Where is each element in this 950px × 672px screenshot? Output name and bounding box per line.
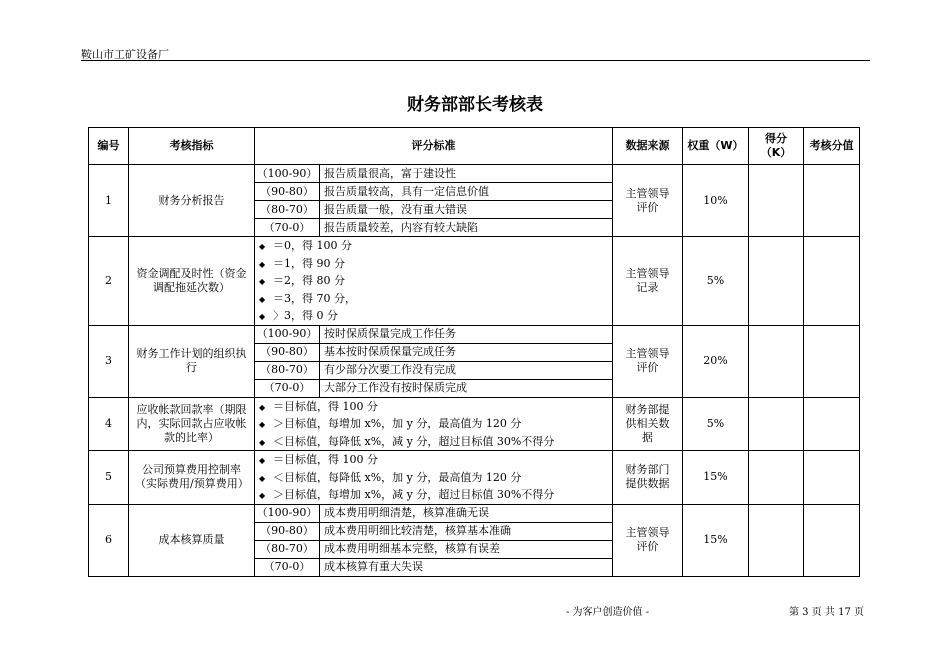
row-criteria [255, 165, 613, 237]
col-header-indicator: 考核指标 [129, 128, 255, 165]
criteria-grade: （100-90） [255, 326, 320, 344]
criteria-text: 报告质量一般，没有重大错误 [320, 201, 613, 219]
row-score [749, 397, 804, 451]
row-criteria [255, 504, 613, 576]
criteria-bullet: ＝目标值，得 100 分 [273, 453, 378, 466]
assessment-table [88, 127, 860, 577]
criteria-text: 成本费用明细基本完整，核算有误差 [320, 540, 613, 558]
table-row [89, 237, 860, 326]
row-score [749, 504, 804, 576]
row-number: 1 [89, 165, 129, 237]
row-weight: 15% [683, 504, 749, 576]
row-value [804, 325, 860, 397]
criteria-text: 报告质量很高，富于建设性 [320, 165, 613, 183]
row-weight: 5% [683, 237, 749, 326]
bullet-icon: ◆ [259, 473, 266, 483]
row-weight: 10% [683, 165, 749, 237]
criteria-bullet: ＝3，得 70 分， [273, 291, 356, 305]
criteria-bullet: ＝2，得 80 分 [273, 274, 345, 287]
table-header-row [89, 128, 860, 165]
row-criteria [255, 237, 613, 326]
bullet-icon: ◆ [259, 437, 266, 447]
col-header-value: 考核分值 [804, 128, 860, 165]
row-weight: 5% [683, 397, 749, 451]
row-indicator: 成本核算质量 [129, 504, 255, 576]
table-row [89, 397, 860, 451]
table-row [89, 165, 860, 237]
row-criteria [255, 325, 613, 397]
criteria-grade: （80-70） [255, 540, 320, 558]
col-header-criteria: 评分标准 [255, 128, 613, 165]
criteria-text: 成本费用明细比较清楚，核算基本准确 [320, 522, 613, 540]
criteria-text: 报告质量较差，内容有较大缺陷 [324, 220, 478, 234]
row-number: 2 [89, 237, 129, 326]
row-source: 财务部门提供数据 [613, 451, 683, 505]
bullet-icon: ◆ [259, 420, 266, 429]
criteria-text: 按时保质保量完成工作任务 [320, 326, 613, 344]
criteria-bullet: 〉3，得 0 分 [273, 309, 338, 322]
bullet-icon: ◆ [259, 491, 266, 500]
row-source: 主管领导评价 [613, 325, 683, 397]
col-header-score: 得分（K） [749, 128, 804, 165]
row-criteria [255, 451, 613, 505]
table-row [89, 325, 860, 397]
criteria-grade: （80-70） [255, 361, 320, 379]
row-source: 主管领导评价 [613, 504, 683, 576]
criteria-bullet: ＜目标值，每降低 x%，减 y 分，超过目标值 30%不得分 [273, 434, 555, 448]
col-header-number: 编号 [89, 128, 129, 165]
row-indicator: 资金调配及时性（资金调配拖延次数） [129, 237, 255, 326]
row-source: 主管领导评价 [613, 165, 683, 237]
criteria-bullet: ＝目标值，得 100 分 [273, 399, 378, 413]
row-value [804, 451, 860, 505]
row-score [749, 165, 804, 237]
criteria-grade: （100-90） [255, 505, 320, 523]
bullet-icon: ◆ [259, 259, 266, 269]
criteria-text: 成本费用明细清楚，核算准确无误 [320, 505, 613, 523]
row-indicator: 财务工作计划的组织执行 [129, 325, 255, 397]
criteria-grade: （100-90） [255, 165, 320, 183]
criteria-grade: （80-70） [255, 201, 320, 219]
row-number: 6 [89, 504, 129, 576]
criteria-text: 报告质量较高，具有一定信息价值 [320, 183, 613, 201]
row-number: 3 [89, 325, 129, 397]
row-weight: 15% [683, 451, 749, 505]
col-header-source: 数据来源 [613, 128, 683, 165]
bullet-icon: ◆ [259, 242, 266, 251]
table-row [89, 504, 860, 576]
row-indicator: 财务分析报告 [129, 165, 255, 237]
row-score [749, 325, 804, 397]
table-row [89, 451, 860, 505]
criteria-grade: （90-80） [255, 522, 320, 540]
row-source: 主管领导记录 [613, 237, 683, 326]
page-number: 第 3 页 共 17 页 [789, 607, 864, 618]
col-header-weight: 权重（W） [683, 128, 749, 165]
criteria-text: 成本核算有重大失误 [324, 560, 423, 573]
criteria-bullet: ＝0，得 100 分 [273, 239, 352, 252]
criteria-bullet: ＜目标值，每降低 x%，加 y 分，最高值为 120 分 [273, 470, 522, 484]
footer-slogan: - 为客户创造价值 - [566, 607, 650, 618]
bullet-icon: ◆ [259, 312, 266, 321]
row-score [749, 451, 804, 505]
row-value [804, 165, 860, 237]
criteria-text: 有少部分次要工作没有完成 [320, 361, 613, 379]
row-weight: 20% [683, 325, 749, 397]
row-source: 财务部提供相关数据 [613, 397, 683, 451]
row-criteria [255, 397, 613, 451]
row-value [804, 237, 860, 326]
bullet-icon: ◆ [259, 402, 266, 412]
criteria-grade: （90-80） [255, 183, 320, 201]
criteria-text: 大部分工作没有按时保质完成 [324, 381, 467, 394]
row-indicator: 公司预算费用控制率（实际费用/预算费用） [129, 451, 255, 505]
header-divider [81, 60, 870, 61]
row-number: 4 [89, 397, 129, 451]
bullet-icon: ◆ [259, 277, 266, 286]
criteria-bullet: ＞目标值，每增加 x%，加 y 分，最高值为 120 分 [273, 417, 522, 430]
row-indicator: 应收帐款回款率（期限内，实际回款占应收帐款的比率） [129, 397, 255, 451]
criteria-grade: （70-0） [255, 219, 320, 237]
bullet-icon: ◆ [259, 456, 266, 465]
bullet-icon: ◆ [259, 294, 266, 304]
row-value [804, 397, 860, 451]
row-value [804, 504, 860, 576]
criteria-bullet: ＝1，得 90 分 [273, 256, 345, 270]
criteria-bullet: ＞目标值，每增加 x%，减 y 分，超过目标值 30%不得分 [273, 488, 555, 501]
row-score [749, 237, 804, 326]
row-number: 5 [89, 451, 129, 505]
criteria-grade: （70-0） [255, 558, 320, 576]
company-name: 鞍山市工矿设备厂 [81, 48, 169, 61]
criteria-grade: （70-0） [255, 379, 320, 397]
criteria-grade: （90-80） [255, 343, 320, 361]
page-title: 财务部部长考核表 [407, 95, 543, 115]
criteria-text: 基本按时保质保量完成任务 [320, 343, 613, 361]
